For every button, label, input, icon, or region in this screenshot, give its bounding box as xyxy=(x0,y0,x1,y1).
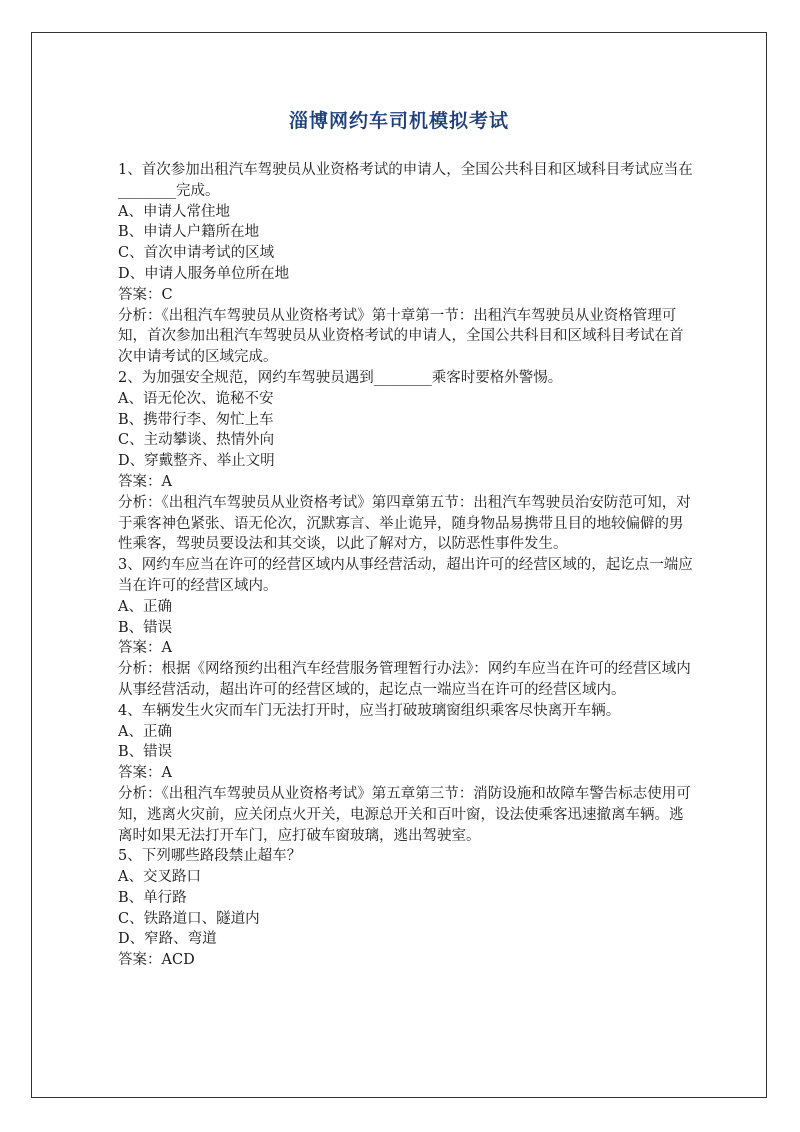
question-1-answer: 答案：C xyxy=(118,286,173,303)
question-5-option-b: B、单行路 xyxy=(118,889,187,906)
question-4-option-a: A、正确 xyxy=(118,723,172,740)
question-4-answer: 答案：A xyxy=(118,765,172,782)
question-2-option-b: B、携带行李、匆忙上车 xyxy=(118,411,274,428)
question-1-option-c: C、首次申请考试的区域 xyxy=(118,245,275,262)
question-5-option-a: A、交叉路口 xyxy=(118,869,201,886)
question-5-option-d: D、窄路、弯道 xyxy=(118,931,217,948)
question-4-analysis: 分析：《出租汽车驾驶员从业资格考试》第五章第三节：消防设施和故障车警告标志使用可知，逃离火灾前，应关闭点火开关，电源总开关和百叶窗，设法使乘客迅速撤离车辆。逃离时如果无法打开车门，应打破车窗玻璃，逃出驾驶室。 xyxy=(118,785,691,844)
question-1-analysis: 分析：《出租汽车驾驶员从业资格考试》第十章第一节：出租汽车驾驶员从业资格管理可知，首次参加出租汽车驾驶员从业资格考试的申请人，全国公共科目和区域科目考试在首次申请考试的区域完成。 xyxy=(118,307,684,366)
question-5-stem: 5、下列哪些路段禁止超车？ xyxy=(118,848,302,865)
question-2-analysis: 分析：《出租汽车驾驶员从业资格考试》第四章第五节：出租汽车驾驶员治安防范可知，对于乘客神色紧张、语无伦次，沉默寡言、举止诡异，随身物品易携带且目的地较偏僻的男性乘客，驾驶员要设法和其交谈，以此了解对方，以防恶性事件发生。 xyxy=(118,494,691,553)
question-3-option-b: B、错误 xyxy=(118,619,173,636)
question-4-option-b: B、错误 xyxy=(118,744,173,761)
question-3-analysis: 分析：根据《网络预约出租汽车经营服务管理暂行办法》：网约车应当在许可的经营区域内从事经营活动，超出许可的经营区域的，起讫点一端应当在许可的经营区域内。 xyxy=(118,661,691,698)
question-3-option-a: A、正确 xyxy=(118,598,172,615)
page-title: 淄博网约车司机模拟考试 xyxy=(288,110,509,132)
question-2-option-a: A、语无伦次、诡秘不安 xyxy=(118,390,274,407)
question-3-answer: 答案：A xyxy=(118,640,172,657)
question-1-option-d: D、申请人服务单位所在地 xyxy=(118,265,290,282)
question-2-option-c: C、主动攀谈、热情外向 xyxy=(118,432,275,449)
question-1-option-b: B、申请人户籍所在地 xyxy=(118,224,260,241)
question-2-answer: 答案：A xyxy=(118,473,172,490)
document-body xyxy=(118,160,693,971)
question-1-stem: 1、首次参加出租汽车驾驶员从业资格考试的申请人，全国公共科目和区域科目考试应当在________完成。 xyxy=(118,162,693,199)
question-2-option-d: D、穿戴整齐、举止文明 xyxy=(118,453,275,470)
question-4-stem: 4、车辆发生火灾而车门无法打开时，应当打破玻璃窗组织乘客尽快离开车辆。 xyxy=(118,702,621,719)
question-5-option-c: C、铁路道口、隧道内 xyxy=(118,910,260,927)
question-3-stem: 3、网约车应当在许可的经营区域内从事经营活动，超出许可的经营区域的，起讫点一端应当在许可的经营区域内。 xyxy=(118,557,693,594)
question-1-option-a: A、申请人常住地 xyxy=(118,203,230,220)
question-2-stem: 2、为加强安全规范，网约车驾驶员遇到________乘客时要格外警惕。 xyxy=(118,369,563,386)
question-5-answer: 答案：ACD xyxy=(118,952,195,969)
